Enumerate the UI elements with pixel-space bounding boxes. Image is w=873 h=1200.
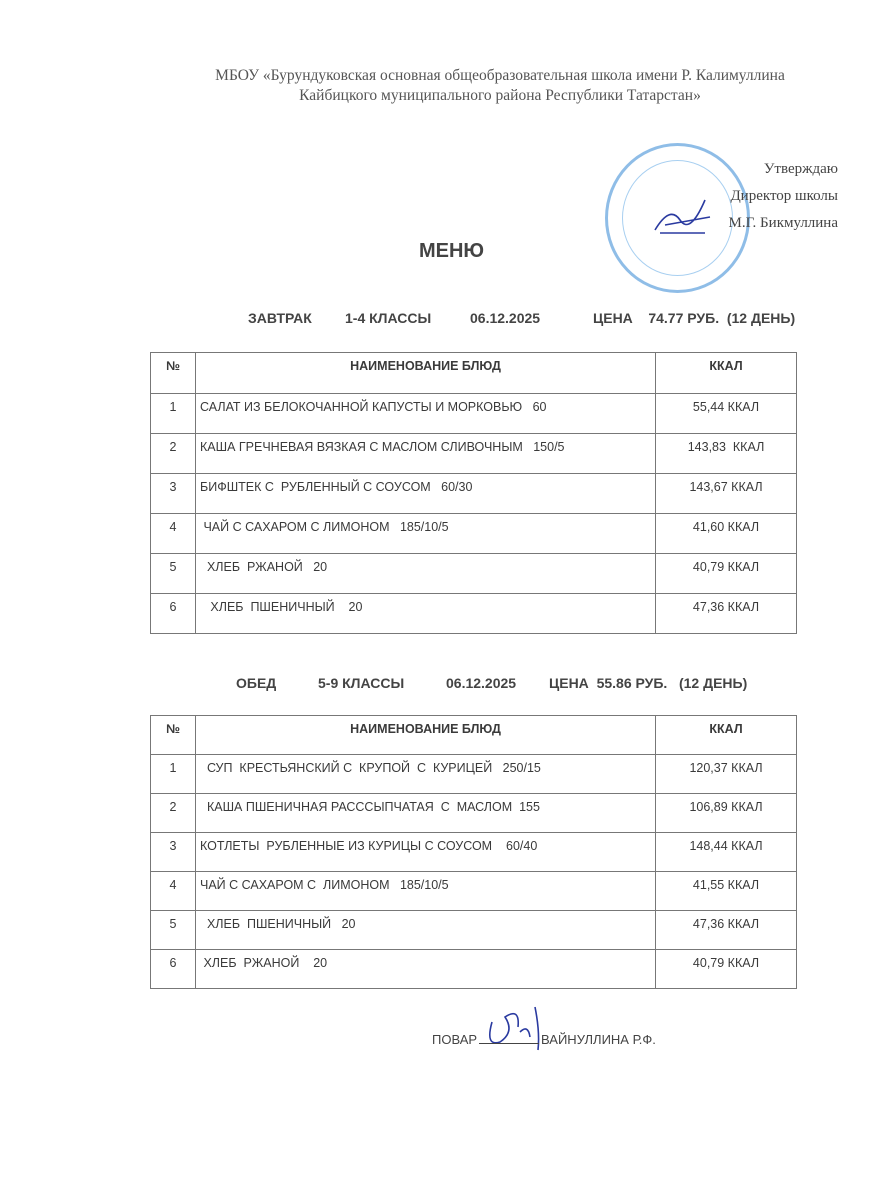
dish-number: 3 xyxy=(151,833,196,872)
breakfast-grades: 1-4 КЛАССЫ xyxy=(345,310,432,326)
breakfast-date: 06.12.2025 xyxy=(470,310,541,326)
table-row xyxy=(151,554,797,594)
table-header-row xyxy=(151,353,797,394)
table-header-row xyxy=(151,716,797,755)
approval-block xyxy=(728,156,838,237)
director-position: Директор школы xyxy=(730,188,838,204)
lunch-price: ЦЕНА 55.86 РУБ. (12 ДЕНЬ) xyxy=(549,675,748,691)
dish-kcal: 47,36 ККАЛ xyxy=(656,594,797,634)
dish-name: КОТЛЕТЫ РУБЛЕННЫЕ ИЗ КУРИЦЫ С СОУСОМ 60/40 xyxy=(196,833,656,872)
col-kcal: ККАЛ xyxy=(656,716,797,755)
table-row xyxy=(151,950,797,989)
lunch-table xyxy=(150,715,797,989)
dish-kcal: 106,89 ККАЛ xyxy=(656,794,797,833)
dish-name: КАША ПШЕНИЧНАЯ РАСССЫПЧАТАЯ С МАСЛОМ 155 xyxy=(196,794,656,833)
dish-number: 1 xyxy=(151,394,196,434)
table-row xyxy=(151,911,797,950)
director-signature xyxy=(650,195,720,235)
director-name: М.Г. Бикмуллина xyxy=(728,215,838,231)
dish-name: ХЛЕБ ПШЕНИЧНЫЙ 20 xyxy=(196,594,656,634)
dish-number: 2 xyxy=(151,434,196,474)
lunch-date: 06.12.2025 xyxy=(446,675,517,691)
approve-label: Утверждаю xyxy=(763,161,838,177)
table-row xyxy=(151,474,797,514)
dish-kcal: 47,36 ККАЛ xyxy=(656,911,797,950)
dish-number: 5 xyxy=(151,911,196,950)
lunch-meal: ОБЕД xyxy=(236,675,277,691)
cook-line xyxy=(432,1032,656,1047)
dish-number: 1 xyxy=(151,755,196,794)
org-line-1: МБОУ «Бурундуковская основная общеобразовательная школа имени Р. Калимуллина xyxy=(215,67,785,84)
dish-kcal: 55,44 ККАЛ xyxy=(656,394,797,434)
table-row xyxy=(151,434,797,474)
col-kcal: ККАЛ xyxy=(656,353,797,394)
table-row xyxy=(151,394,797,434)
breakfast-meal: ЗАВТРАК xyxy=(248,310,312,326)
dish-number: 6 xyxy=(151,594,196,634)
dish-kcal: 120,37 ККАЛ xyxy=(656,755,797,794)
col-name: НАИМЕНОВАНИЕ БЛЮД xyxy=(196,353,656,394)
dish-kcal: 143,67 ККАЛ xyxy=(656,474,797,514)
dish-number: 3 xyxy=(151,474,196,514)
dish-kcal: 41,60 ККАЛ xyxy=(656,514,797,554)
col-num: № xyxy=(151,353,196,394)
dish-name: КАША ГРЕЧНЕВАЯ ВЯЗКАЯ С МАСЛОМ СЛИВОЧНЫМ 150/5 xyxy=(196,434,656,474)
lunch-grades: 5-9 КЛАССЫ xyxy=(318,675,405,691)
table-row xyxy=(151,755,797,794)
breakfast-table xyxy=(150,352,797,634)
table-row xyxy=(151,794,797,833)
dish-number: 6 xyxy=(151,950,196,989)
dish-name: СУП КРЕСТЬЯНСКИЙ С КРУПОЙ С КУРИЦЕЙ 250/15 xyxy=(196,755,656,794)
table-row xyxy=(151,872,797,911)
dish-number: 4 xyxy=(151,514,196,554)
page-title: МЕНЮ xyxy=(418,240,485,262)
dish-number: 4 xyxy=(151,872,196,911)
dish-kcal: 40,79 ККАЛ xyxy=(656,950,797,989)
dish-kcal: 40,79 ККАЛ xyxy=(656,554,797,594)
dish-number: 2 xyxy=(151,794,196,833)
dish-name: САЛАТ ИЗ БЕЛОКОЧАННОЙ КАПУСТЫ И МОРКОВЬЮ 60 xyxy=(196,394,656,434)
dish-name: БИФШТЕК С РУБЛЕННЫЙ С СОУСОМ 60/30 xyxy=(196,474,656,514)
dish-name: ХЛЕБ РЖАНОЙ 20 xyxy=(196,950,656,989)
col-name: НАИМЕНОВАНИЕ БЛЮД xyxy=(196,716,656,755)
dish-name: ЧАЙ С САХАРОМ С ЛИМОНОМ 185/10/5 xyxy=(196,872,656,911)
dish-kcal: 143,83 ККАЛ xyxy=(656,434,797,474)
table-row xyxy=(151,594,797,634)
col-num: № xyxy=(151,716,196,755)
dish-name: ХЛЕБ РЖАНОЙ 20 xyxy=(196,554,656,594)
dish-number: 5 xyxy=(151,554,196,594)
cook-name: ВАЙНУЛЛИНА Р.Ф. xyxy=(541,1032,656,1047)
dish-name: ХЛЕБ ПШЕНИЧНЫЙ 20 xyxy=(196,911,656,950)
cook-label: ПОВАР xyxy=(432,1032,478,1047)
table-row xyxy=(151,833,797,872)
table-row xyxy=(151,514,797,554)
dish-kcal: 41,55 ККАЛ xyxy=(656,872,797,911)
breakfast-price: ЦЕНА 74.77 РУБ. (12 ДЕНЬ) xyxy=(593,310,796,326)
dish-kcal: 148,44 ККАЛ xyxy=(656,833,797,872)
organization-name xyxy=(150,66,850,106)
dish-name: ЧАЙ С САХАРОМ С ЛИМОНОМ 185/10/5 xyxy=(196,514,656,554)
org-line-2: Кайбицкого муниципального района Республики Татарстан» xyxy=(299,87,701,104)
